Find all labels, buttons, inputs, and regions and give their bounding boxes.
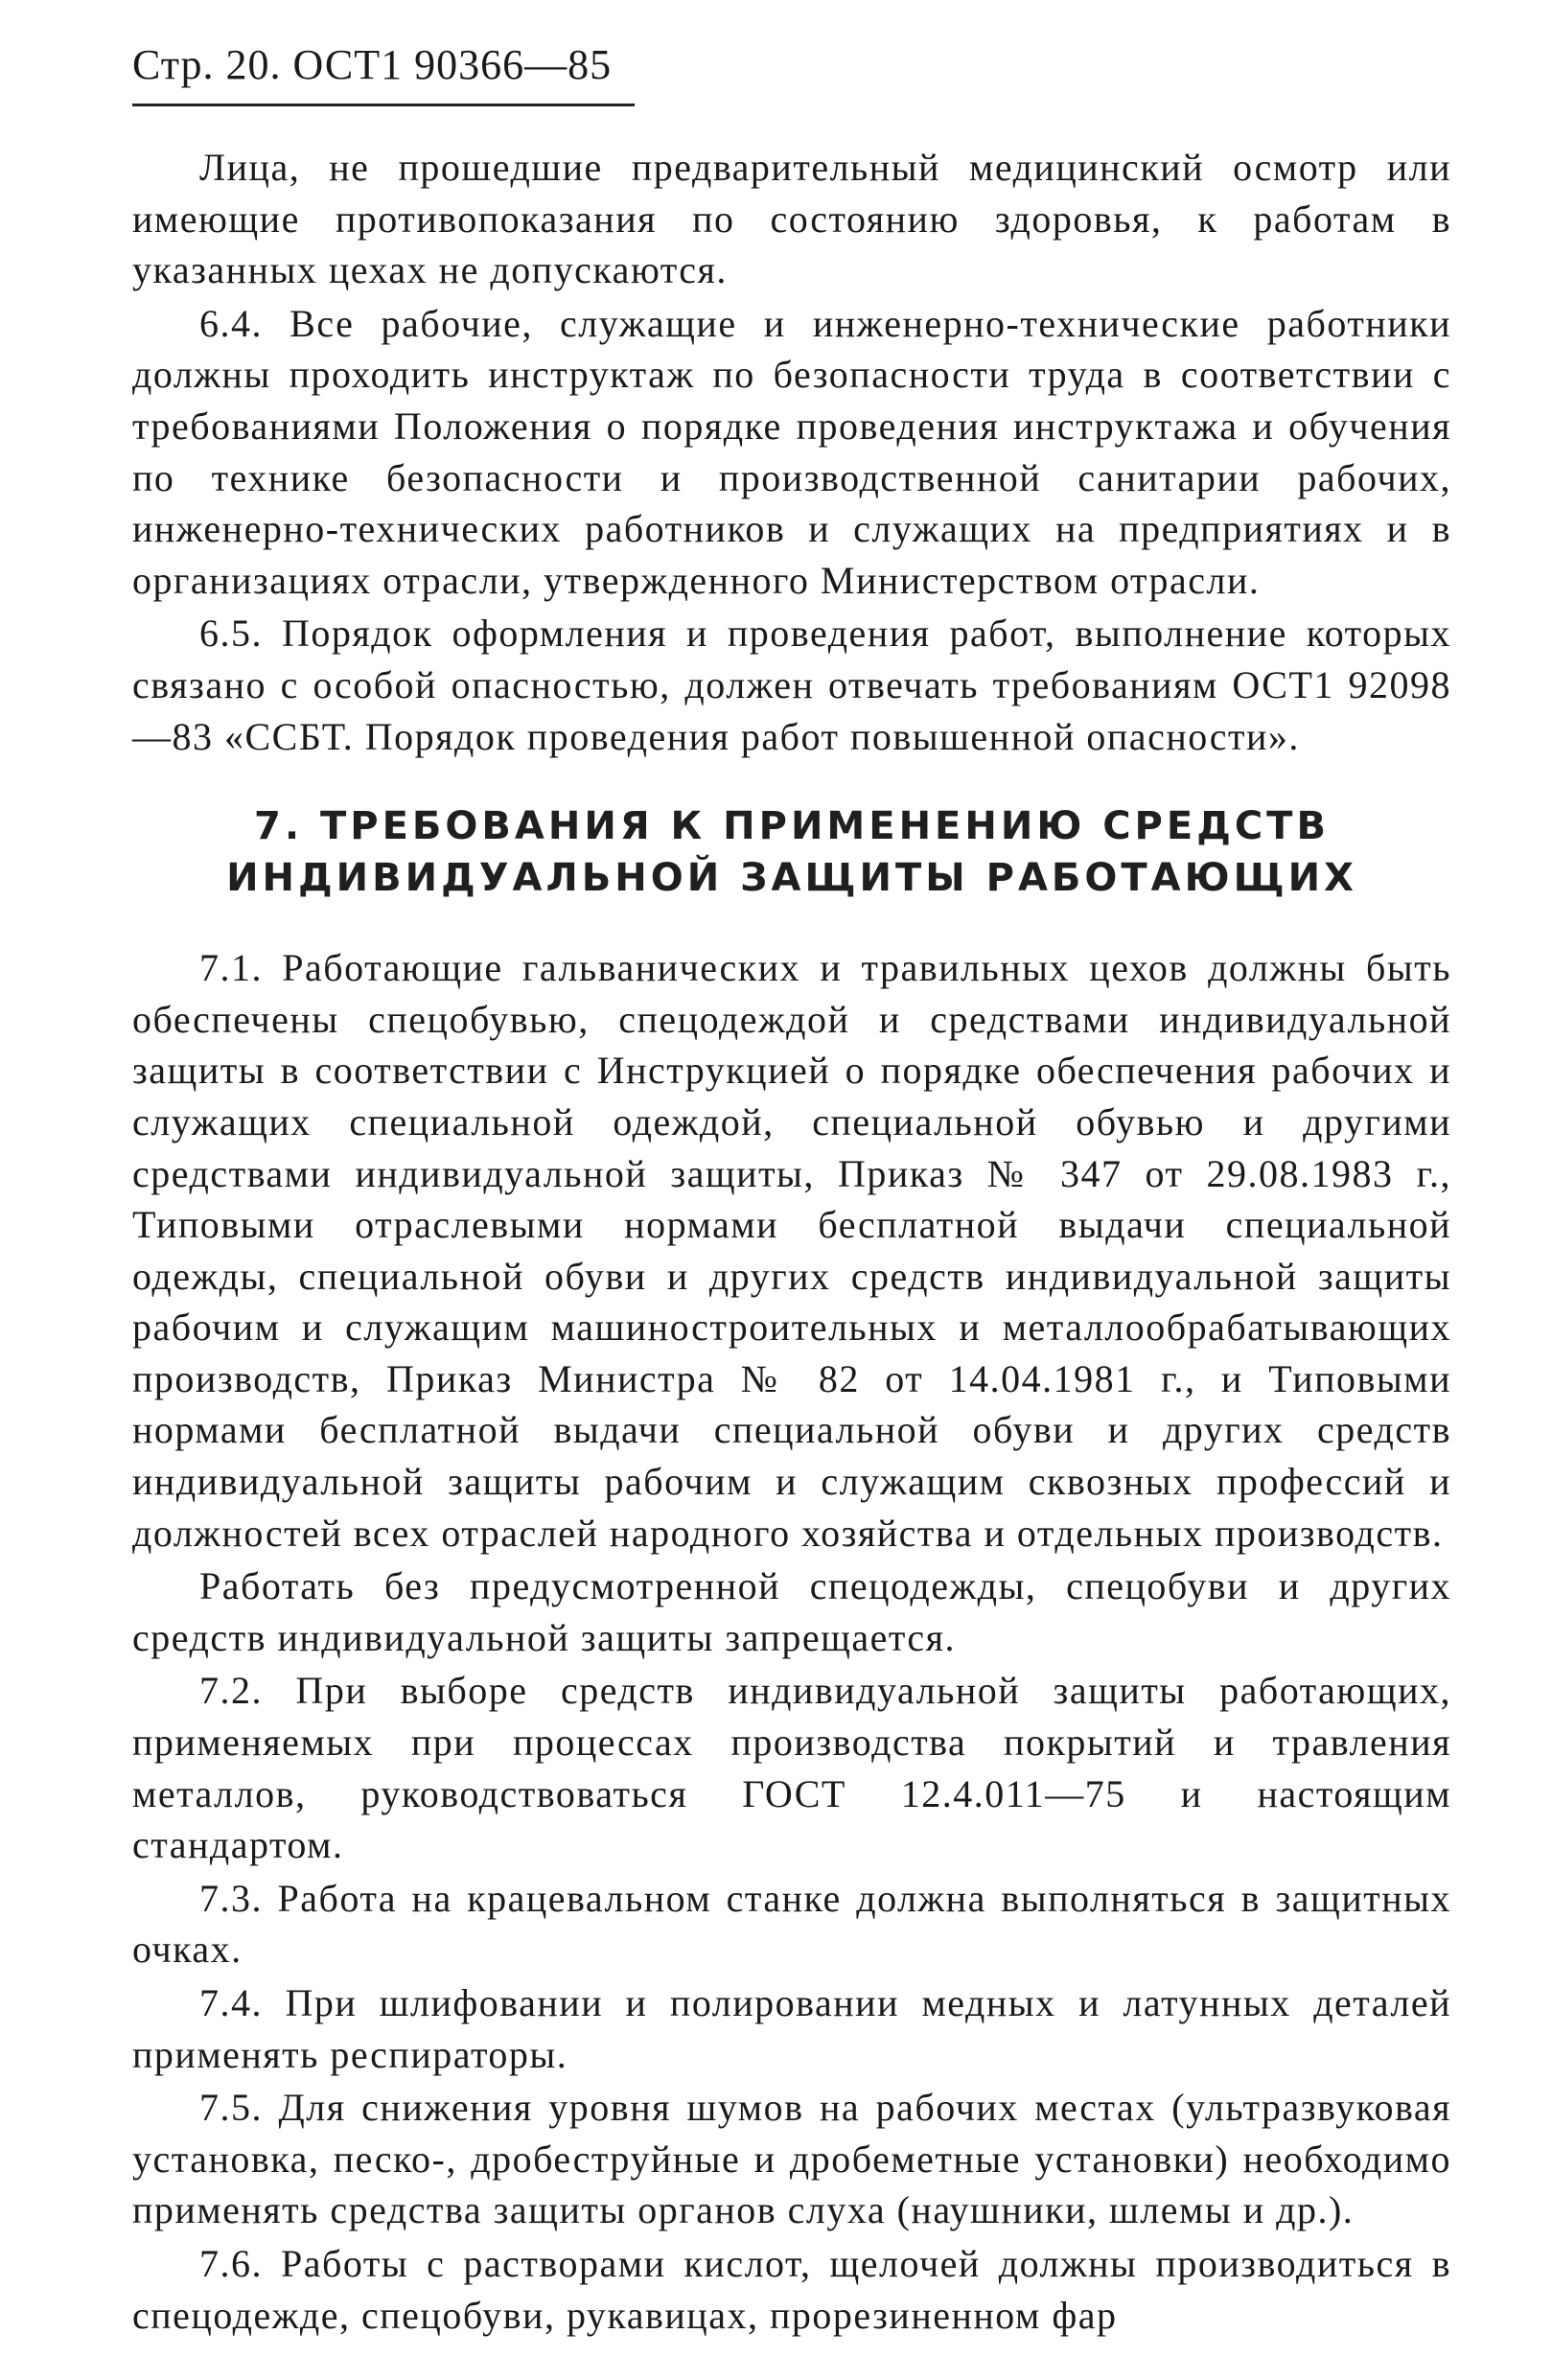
paragraph-7-1: 7.1. Работающие гальванических и травильных цехов должны быть обеспечены спецобувью, спецодеждой и средствами индивидуальной защиты в соответствии с Инструкцией о порядке обеспечения рабочих и служащих специальной одеждой, специальной обувью и другими средствами индивидуальной защиты, Приказ № 347 от 29.08.1983 г., Типовыми отраслевыми нормами бесплатной выдачи специальной одежды, специальной обуви и других средств индивидуальной защиты рабочим и служащим машиностроительных и металлообрабатывающих производств, Приказ Министра № 82 от 14.04.1981 г., и Типовыми нормами бесплатной выдачи специальной обуви и других средств индивидуальной защиты рабочим и служащим сквозных профессий и должностей всех отраслей народного хозяйства и отдельных производств. <box>132 946 1451 1555</box>
page-header: Стр. 20. ОСТ1 90366—85 <box>132 41 613 88</box>
paragraph-6-5: 6.5. Порядок оформления и проведения работ, выполнение которых связано с особой опасностью, должен отвечать требованиям ОСТ1 92098—83 «ССБТ. Порядок проведения работ повышенной опасности». <box>132 612 1451 758</box>
paragraph-7-3: 7.3. Работа на крацевальном станке должна выполняться в защитных очках. <box>132 1876 1451 1972</box>
header-rule <box>132 104 635 106</box>
paragraph-7-5: 7.5. Для снижения уровня шумов на рабочих местах (ультразвуковая установка, песко-, дробеструйные и дробеметные установки) необходимо применять средства защиты органов слуха (наушники, шлемы и др.). <box>132 2086 1451 2232</box>
section-title-line-1: 7. ТРЕБОВАНИЯ К ПРИМЕНЕНИЮ СРЕДСТВ <box>254 804 1330 849</box>
paragraph-7-4: 7.4. При шлифовании и полировании медных и латунных деталей применять респираторы. <box>132 1981 1451 2076</box>
section-7-title <box>132 800 1451 904</box>
paragraph-7-2: 7.2. При выборе средств индивидуальной защиты работающих, применяемых при процессах производства покрытий и травления металлов, руководствоваться ГОСТ 12.4.011—75 и настоящим стандартом. <box>132 1669 1451 1867</box>
paragraph-7-6: 7.6. Работы с растворами кислот, щелочей должны производиться в спецодежде, спецобуви, рукавицах, прорезиненном фар <box>132 2241 1451 2337</box>
paragraph-medical-exam: Лица, не прошедшие предварительный медицинский осмотр или имеющие противопоказания по состоянию здоровья, к работам в указанных цехах не допускаются. <box>132 146 1451 292</box>
paragraph-6-4: 6.4. Все рабочие, служащие и инженерно-технические работники должны проходить инструктаж по безопасности труда в соответствии с требованиями Положения о порядке проведения инструктажа и обучения по технике безопасности и производственной санитарии рабочих, инженерно-технических работников и служащих на предприятиях и в организациях отрасли, утвержденного Министерством отрасли. <box>132 301 1451 602</box>
paragraph-7-1-prohibition: Работать без предусмотренной спецодежды, спецобуви и других средств индивидуальной защиты запрещается. <box>132 1564 1451 1659</box>
page-content <box>132 142 1451 2341</box>
section-title-line-2: ИНДИВИДУАЛЬНОЙ ЗАЩИТЫ РАБОТАЮЩИХ <box>226 856 1357 901</box>
